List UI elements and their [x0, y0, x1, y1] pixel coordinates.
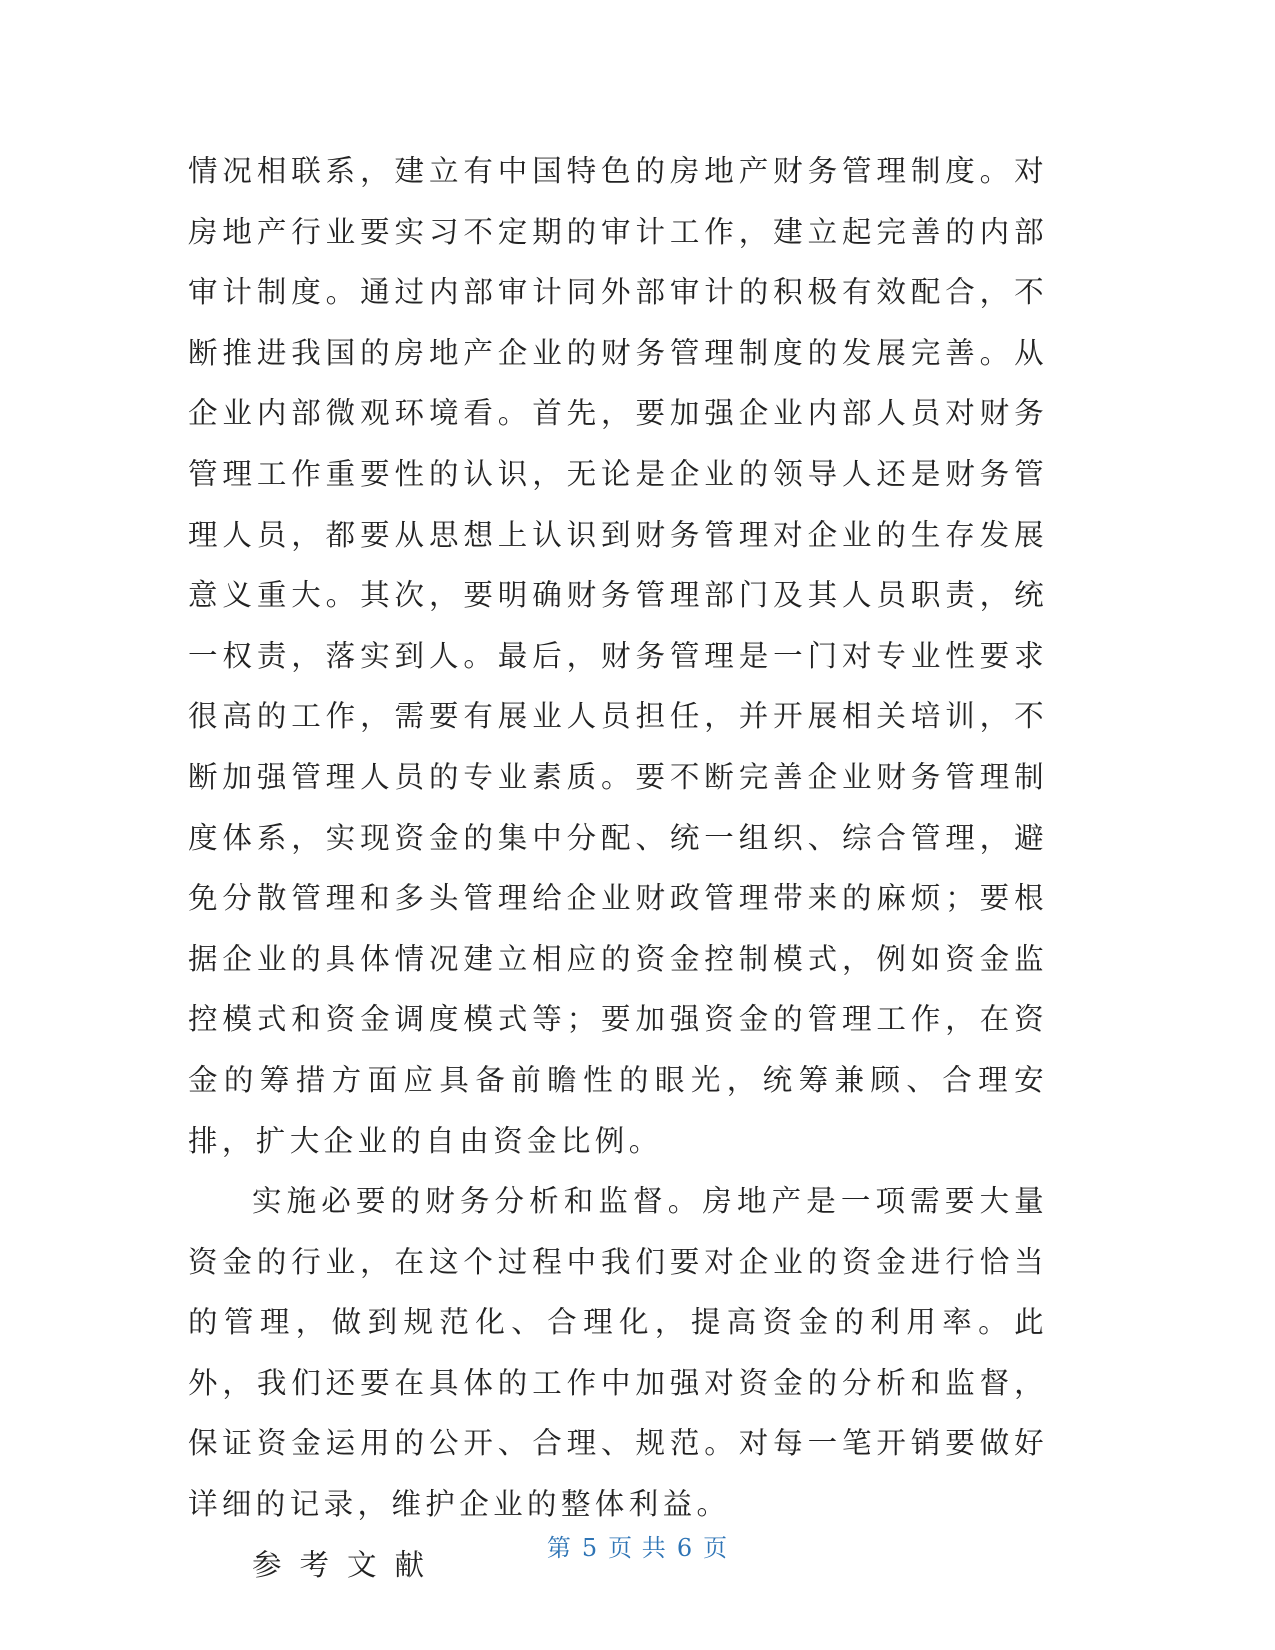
footer-total-pages: 6 — [676, 1534, 694, 1562]
body-paragraph-1: 情况相联系，建立有中国特色的房地产财务管理制度。对房地产行业要实习不定期的审计工作，建立起完善的内部审计制度。通过内部审计同外部审计的积极有效配合，不断推进我国的房地产企业的财务管理制度的发展完善。从企业内部微观环境看。首先，要加强企业内部人员对财务管理工作重要性的认识，无论是企业的领导人还是财务管理人员，都要从思想上认识到财务管理对企业的生存发展意义重大。其次，要明确财务管理部门及其人员职责，统一权责，落实到人。最后，财务管理是一门对专业性要求很高的工作，需要有展业人员担任，并开展相关培训，不断加强管理人员的专业素质。要不断完善企业财务管理制度体系，实现资金的集中分配、统一组织、综合管理，避免分散管理和多头管理给企业财政管理带来的麻烦；要根据企业的具体情况建立相应的资金控制模式，例如资金监控模式和资金调度模式等；要加强资金的管理工作，在资金的筹措方面应具备前瞻性的眼光，统筹兼顾、合理安排，扩大企业的自由资金比例。 — [188, 154, 1048, 1158]
references-heading: 参考文献 — [252, 1547, 443, 1582]
body-paragraph-2: 实施必要的财务分析和监督。房地产是一项需要大量资金的行业，在这个过程中我们要对企业的资金进行恰当的管理，做到规范化、合理化，提高资金的利用率。此外，我们还要在具体的工作中加强对资金的分析和监督，保证资金运用的公开、合理、规范。对每一笔开销要做好详细的记录，维护企业的整体利益。 — [188, 1184, 1048, 1522]
footer-middle: 页 共 — [608, 1534, 667, 1562]
footer-current-page: 5 — [581, 1534, 599, 1562]
footer-suffix: 页 — [703, 1534, 729, 1562]
document-body — [188, 141, 1048, 1595]
page-footer — [0, 1528, 1275, 1563]
footer-prefix: 第 — [546, 1534, 572, 1562]
